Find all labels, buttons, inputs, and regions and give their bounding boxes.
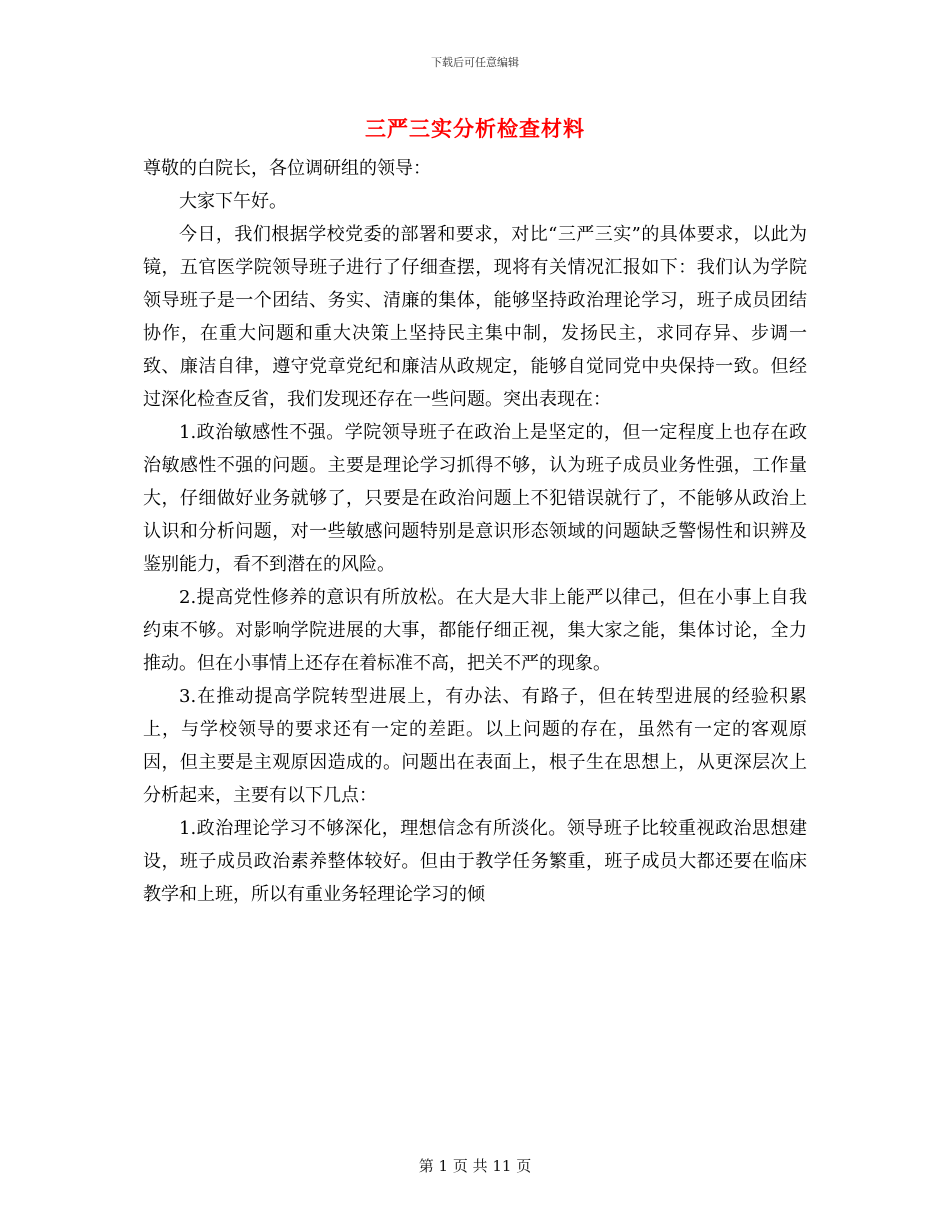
body-paragraph: 1.政治敏感性不强。学院领导班子在政治上是坚定的，但一定程度上也存在政治敏感性不强的问题。主要是理论学习抓得不够，认为班子成员业务性强，工作量大，仔细做好业务就够了，只要是在政治问题上不犯错误就行了，不能够从政治上认识和分析问题，对一些敏感问题特别是意识形态领域的问题缺乏警惕性和识辨及鉴别能力，看不到潜在的风险。: [143, 422, 807, 575]
body-paragraph: 1.政治理论学习不够深化，理想信念有所淡化。领导班子比较重视政治思想建设，班子成员政治素养整体较好。但由于教学任务繁重，班子成员大都还要在临床教学和上班，所以有重业务轻理论学习的倾: [143, 818, 807, 905]
body-paragraph: 2.提高党性修养的意识有所放松。在大是大非上能严以律己，但在小事上自我约束不够。对影响学院进展的大事，都能仔细正视，集大家之能，集体讨论，全力推动。但在小事情上还存在着标准不高，把关不严的现象。: [143, 587, 807, 674]
document-body: [143, 152, 807, 911]
header-note: 下载后可任意编辑: [431, 56, 519, 69]
greeting-paragraph: 大家下午好。: [179, 191, 287, 212]
body-paragraph: 今日，我们根据学校党委的部署和要求，对比“三严三实”的具体要求，以此为镜，五官医学院领导班子进行了仔细查摆，现将有关情况汇报如下：我们认为学院领导班子是一个团结、务实、清廉的集体，能够坚持政治理论学习，班子成员团结协作，在重大问题和重大决策上坚持民主集中制，发扬民主，求同存异、步调一致、廉洁自律，遵守党章党纪和廉洁从政规定，能够自觉同党中央保持一致。但经过深化检查反省，我们发现还存在一些问题。突出表现在：: [143, 224, 807, 410]
document-title: 三严三实分析检查材料: [365, 116, 585, 141]
page-number-footer: 第 1 页 共 11 页: [418, 1157, 532, 1175]
salutation-paragraph: 尊敬的白院长，各位调研组的领导：: [143, 158, 431, 179]
body-paragraph: 3.在推动提高学院转型进展上，有办法、有路子，但在转型进展的经验积累上，与学校领导的要求还有一定的差距。以上问题的存在，虽然有一定的客观原因，但主要是主观原因造成的。问题出在表面上，根子生在思想上，从更深层次上分析起来，主要有以下几点：: [143, 686, 807, 806]
